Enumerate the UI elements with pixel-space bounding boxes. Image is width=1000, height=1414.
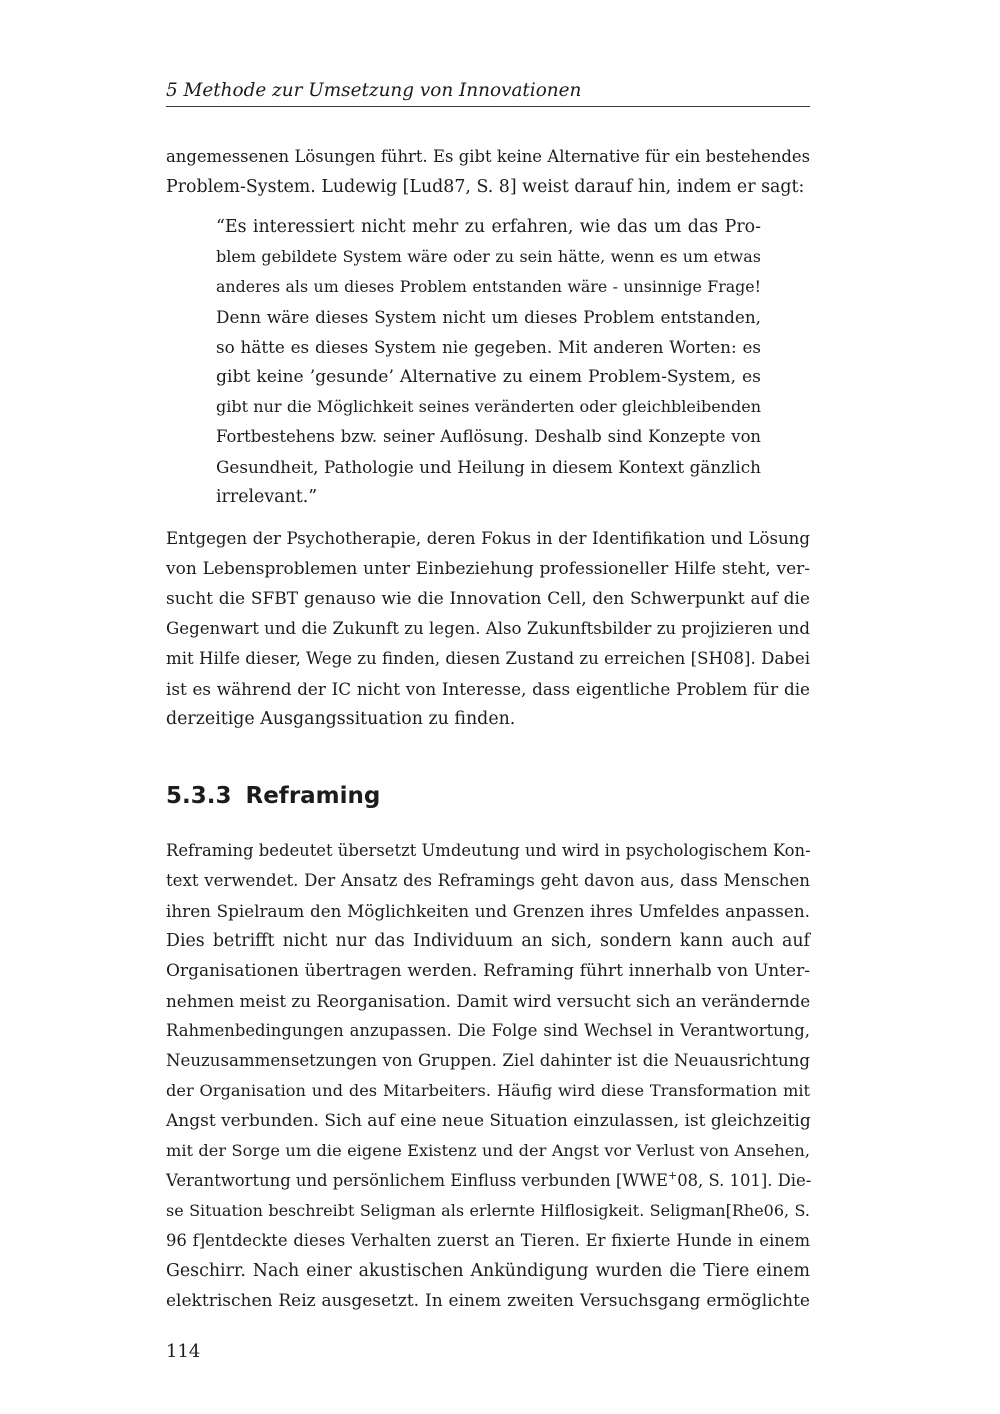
- text-line: Neuzusammensetzungen von Gruppen. Ziel dahinter ist die Neuausrichtung: [166, 1051, 810, 1070]
- text-line: Reframing bedeutet übersetzt Umdeutung und wird in psychologischem Kon-: [166, 841, 811, 860]
- text-line: nehmen meist zu Reorganisation. Damit wird versucht sich an verändernde: [166, 991, 811, 1011]
- text-line: text verwendet. Der Ansatz des Reframings geht davon aus, dass Menschen: [166, 871, 810, 890]
- text-line: angemessenen Lösungen führt. Es gibt keine Alternative für ein bestehendes: [166, 147, 810, 166]
- quote-line: so hätte es dieses System nie gegeben. Mit anderen Worten: es: [216, 337, 761, 357]
- text-line: Entgegen der Psychotherapie, deren Fokus in der Identifikation und Lösung: [166, 529, 810, 548]
- quote-line: gibt nur die Möglichkeit seines veränderten oder gleichbleibenden: [216, 397, 761, 416]
- quote-line: Gesundheit, Pathologie und Heilung in diesem Kontext gänzlich: [216, 457, 761, 477]
- quote-line: “Es interessiert nicht mehr zu erfahren, wie das um das Pro-: [216, 217, 761, 237]
- text-line: Angst verbunden. Sich auf eine neue Situation einzulassen, ist gleichzeitig: [166, 1111, 811, 1131]
- text-line: mit der Sorge um die eigene Existenz und der Angst vor Verlust von Ansehen,: [166, 1141, 810, 1160]
- quote-line: blem gebildete System wäre oder zu sein hätte, wenn es um etwas: [216, 247, 761, 266]
- text-line: Problem-System. Ludewig [Lud87, S. 8] weist darauf hin, indem er sagt:: [166, 177, 805, 197]
- section-title: Reframing: [245, 783, 381, 809]
- text-line: 96 f]entdeckte dieses Verhalten zuerst an Tieren. Er fixierte Hunde in einem: [166, 1231, 810, 1250]
- citation-text-after: 08, S. 101]. Die-: [677, 1171, 812, 1190]
- text-line: se Situation beschreibt Seligman als erlernte Hilflosigkeit. Seligman[Rhe06, S.: [166, 1201, 810, 1220]
- quote-line: gibt keine ’gesunde’ Alternative zu einem Problem-System, es: [216, 367, 761, 387]
- citation-line: [166, 1166, 810, 1196]
- text-line: ist es während der IC nicht von Interesse, dass eigentliche Problem für die: [166, 679, 810, 699]
- text-line: derzeitige Ausgangssituation zu finden.: [166, 709, 516, 729]
- text-line: sucht die SFBT genauso wie die Innovation Cell, den Schwerpunkt auf die: [166, 589, 810, 609]
- text-line: mit Hilfe dieser, Wege zu finden, diesen Zustand zu erreichen [SH08]. Dabei: [166, 649, 811, 668]
- quote-line: anderes als um dieses Problem entstanden wäre - unsinnige Frage!: [216, 277, 761, 296]
- section-heading: [166, 779, 380, 813]
- text-line: Rahmenbedingungen anzupassen. Die Folge sind Wechsel in Verantwortung,: [166, 1021, 810, 1040]
- text-line: der Organisation und des Mitarbeiters. Häufig wird diese Transformation mit: [166, 1081, 810, 1100]
- text-line: Geschirr. Nach einer akustischen Ankündigung wurden die Tiere einem: [166, 1261, 810, 1281]
- running-header-title: 5 Methode zur Umsetzung von Innovationen: [166, 80, 582, 101]
- text-line: Gegenwart und die Zukunft zu legen. Also Zukunftsbilder zu projizieren und: [166, 619, 810, 638]
- text-line: Organisationen übertragen werden. Reframing führt innerhalb von Unter-: [166, 961, 810, 981]
- text-line: ihren Spielraum den Möglichkeiten und Grenzen ihres Umfeldes anpassen.: [166, 901, 810, 921]
- citation-text-before: Verantwortung und persönlichem Einfluss verbunden [WWE: [166, 1171, 668, 1190]
- page-number: 114: [166, 1341, 201, 1362]
- quote-line: Denn wäre dieses System nicht um dieses Problem entstanden,: [216, 307, 761, 327]
- citation-superscript: +: [667, 1169, 678, 1182]
- running-header: [166, 78, 810, 107]
- text-line: von Lebensproblemen unter Einbeziehung professioneller Hilfe steht, ver-: [166, 559, 810, 579]
- section-number: 5.3.3: [166, 783, 232, 809]
- quote-line: Fortbestehens bzw. seiner Auflösung. Deshalb sind Konzepte von: [216, 427, 761, 446]
- text-line: elektrischen Reiz ausgesetzt. In einem zweiten Versuchsgang ermöglichte: [166, 1291, 810, 1311]
- text-line: Dies betrifft nicht nur das Individuum an sich, sondern kann auch auf: [166, 931, 810, 951]
- quote-line: irrelevant.”: [216, 487, 318, 507]
